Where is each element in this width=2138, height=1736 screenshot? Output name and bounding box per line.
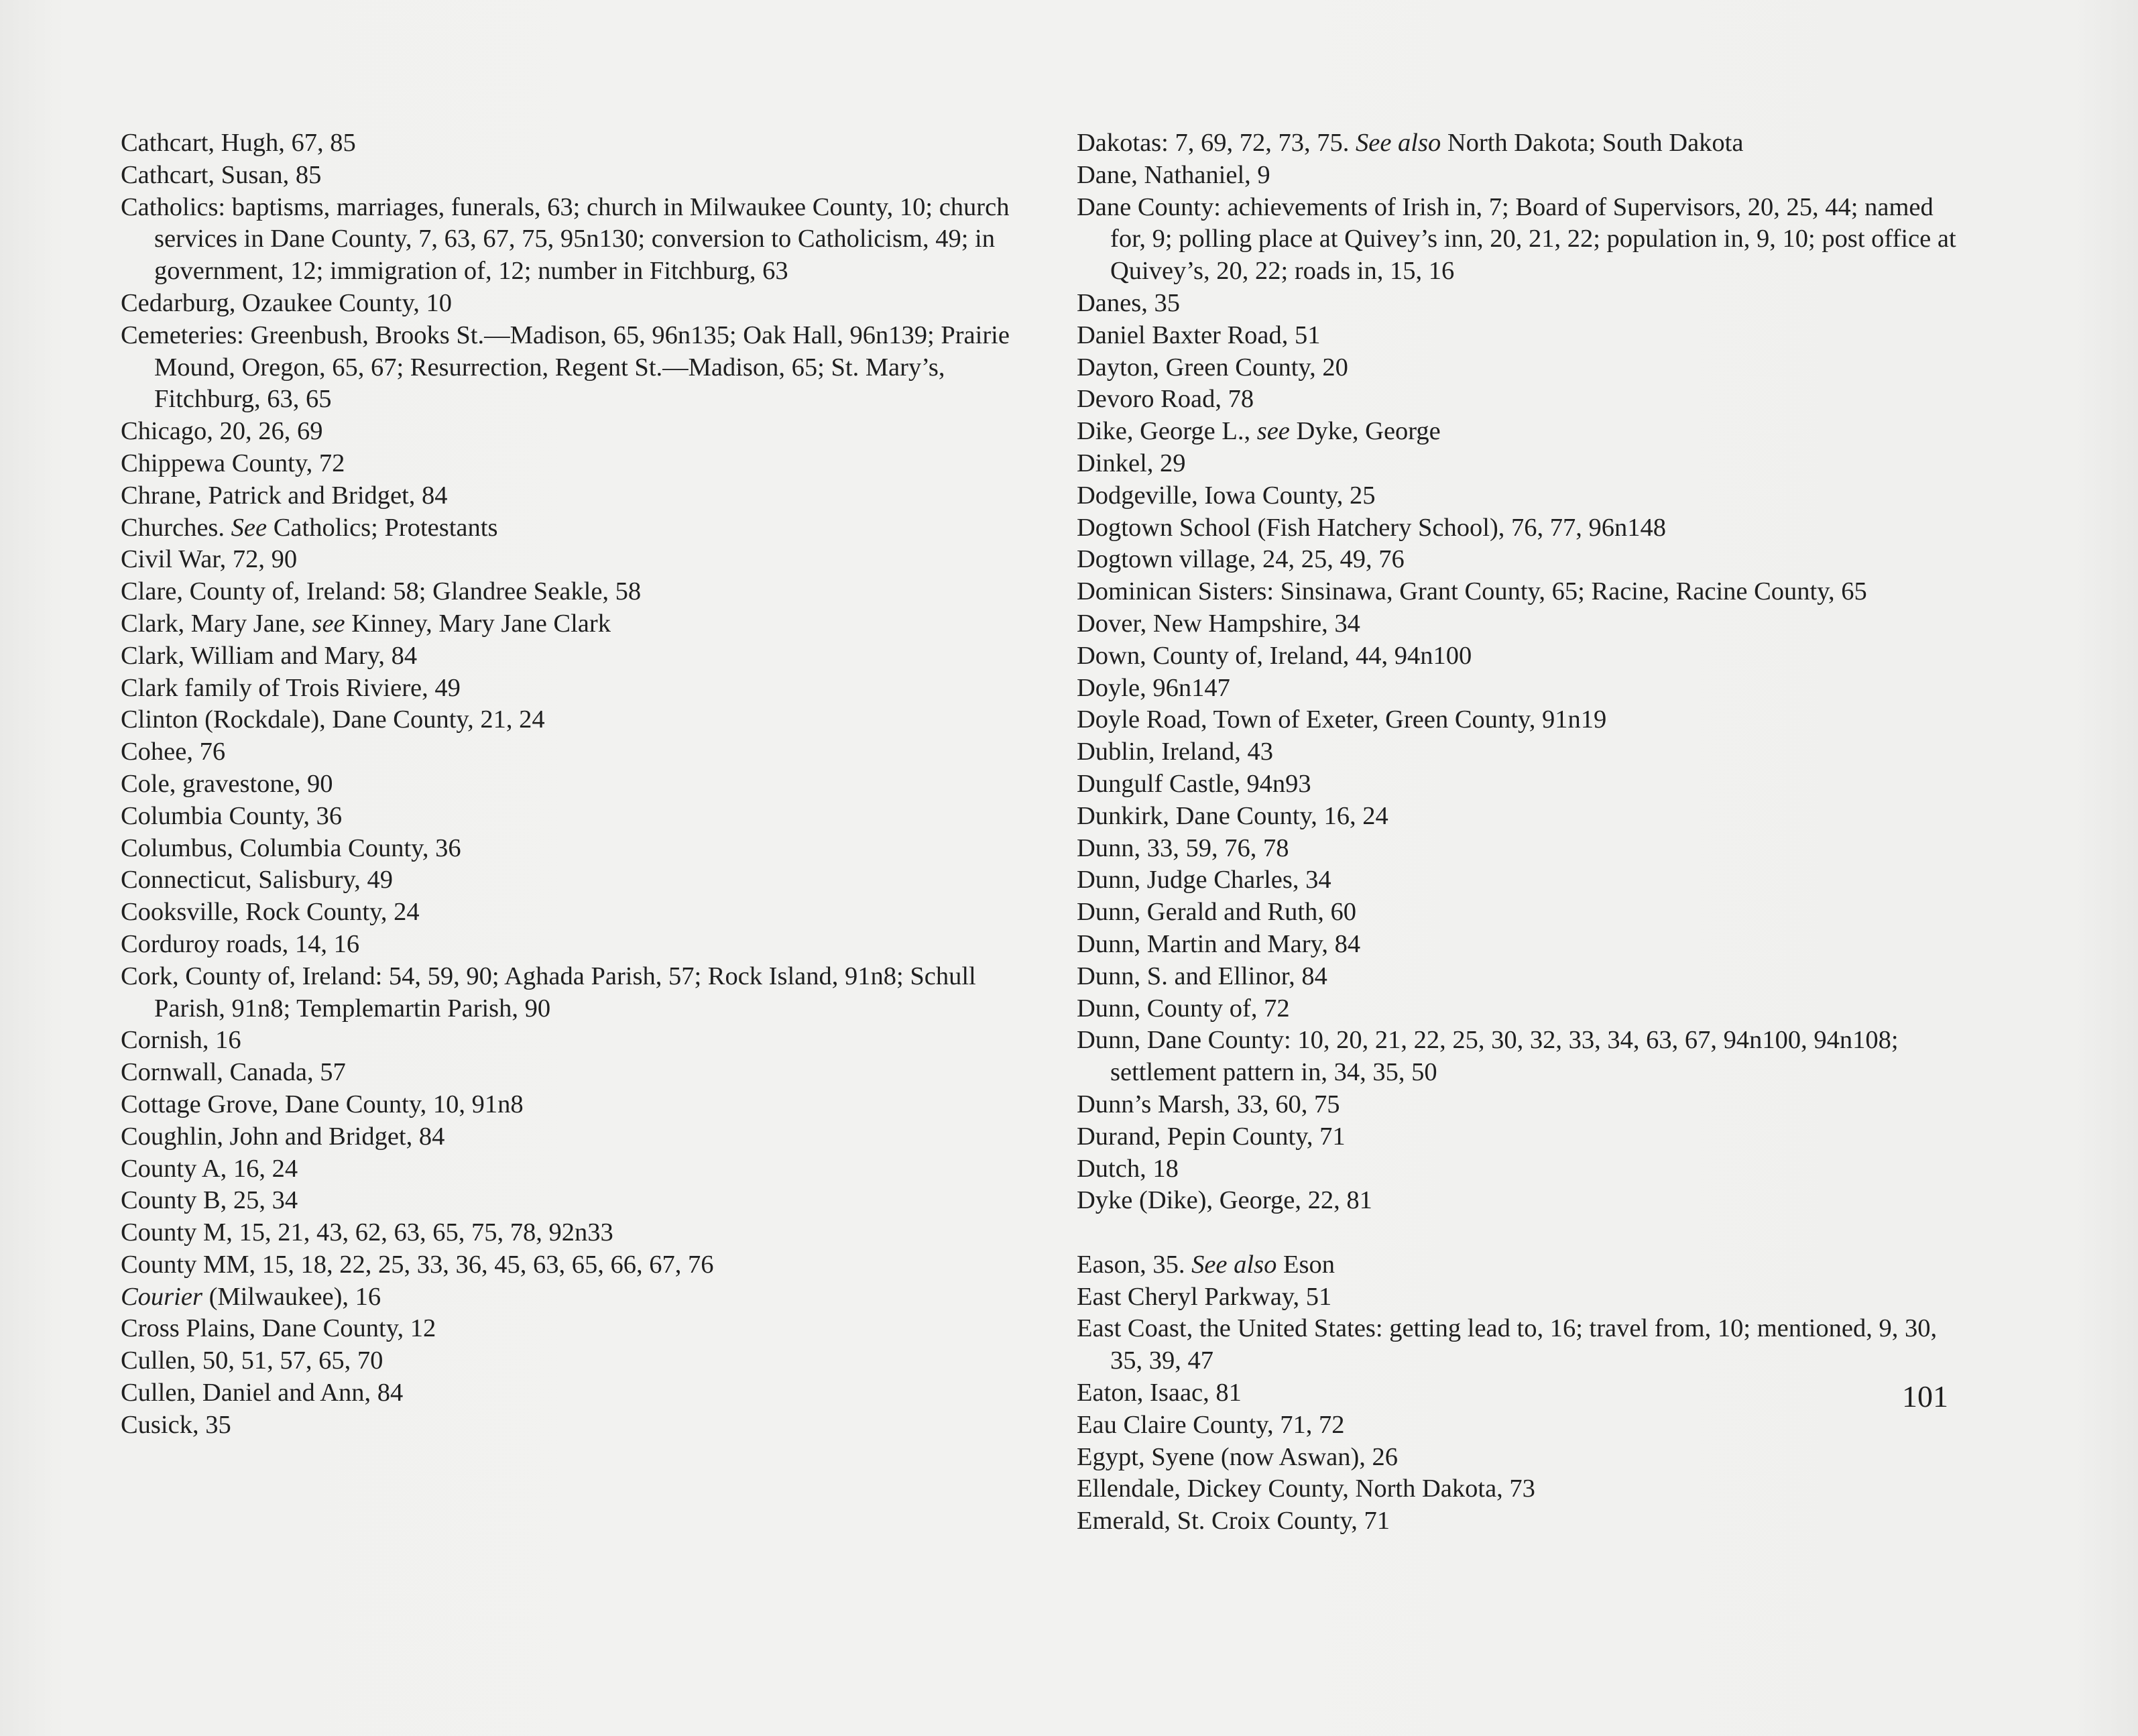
index-entry-text: Ellendale, Dickey County, North Dakota, 73 <box>1077 1474 1535 1503</box>
index-entry-text: Cottage Grove, Dane County, 10, 91n8 <box>121 1090 524 1118</box>
index-entry <box>121 480 1012 512</box>
index-entry-text: Clark, Mary Jane, <box>121 609 312 638</box>
index-entry-text: Cornish, 16 <box>121 1026 241 1055</box>
index-entry-text: Cullen, Daniel and Ann, 84 <box>121 1379 404 1407</box>
index-entry-text: Cemeteries: Greenbush, Brooks St.—Madison, 65, 96n135; Oak Hall, 96n139; Prairie Mound, Oregon, 65, 67; Resurrection, Regent St.—Madison, 65; St. Mary’s, Fitchburg, 63, 65 <box>121 321 1016 414</box>
index-entry-text: Clinton (Rockdale), Dane County, 21, 24 <box>121 705 545 734</box>
index-entry-text: Dunn, Gerald and Ruth, 60 <box>1077 898 1357 927</box>
index-entry <box>121 1313 1012 1345</box>
index-entry-text: Dunkirk, Dane County, 16, 24 <box>1077 801 1388 830</box>
index-entry <box>121 673 1012 705</box>
index-entry <box>1077 448 1975 480</box>
index-entry-text: Eson <box>1276 1250 1335 1279</box>
index-entry-text: East Coast, the United States: getting lead to, 16; travel from, 10; mentioned, 9, 30, 35, 39, 47 <box>1077 1314 1944 1375</box>
index-entry <box>1077 1505 1975 1538</box>
index-entry-text: Dunn, 33, 59, 76, 78 <box>1077 833 1289 862</box>
index-entry <box>1077 608 1975 640</box>
index-entry <box>1077 1281 1975 1314</box>
index-entry <box>1077 1377 1975 1409</box>
index-entry-text: Dyke (Dike), George, 22, 81 <box>1077 1186 1372 1215</box>
index-entry <box>1077 864 1975 896</box>
index-entry-text: Doyle, 96n147 <box>1077 673 1230 702</box>
index-entry <box>1077 1313 1975 1377</box>
index-entry <box>1077 704 1975 736</box>
index-entry <box>1077 288 1975 320</box>
index-entry-text: Dinkel, 29 <box>1077 449 1186 477</box>
index-entry <box>121 127 1012 160</box>
index-entry-text: Dike, George L., <box>1077 417 1257 446</box>
index-entry <box>1077 1089 1975 1121</box>
index-entry-text: Dogtown School (Fish Hatchery School), 76, 77, 96n148 <box>1077 513 1667 542</box>
index-entry-text: Catholics: baptisms, marriages, funerals, 63; church in Milwaukee County, 10; church services in Dane County, 7, 63, 67, 75, 95n130; conversion to Catholicism, 49; in government, 12; immigration of, 12; number in Fitchburg, 63 <box>121 192 1016 286</box>
index-entry-text: Cullen, 50, 51, 57, 65, 70 <box>121 1346 383 1375</box>
index-entry-text: Cork, County of, Ireland: 54, 59, 90; Aghada Parish, 57; Rock Island, 91n8; Schull Parish, 91n8; Templemartin Parish, 90 <box>121 962 983 1023</box>
index-entry <box>1077 929 1975 961</box>
index-entry-text: Dunn, S. and Ellinor, 84 <box>1077 962 1327 990</box>
index-entry-text: Cooksville, Rock County, 24 <box>121 898 420 927</box>
index-entry <box>121 448 1012 480</box>
index-entry-text: Coughlin, John and Bridget, 84 <box>121 1122 445 1151</box>
index-entry <box>121 160 1012 192</box>
page-number: 101 <box>1902 1379 1948 1413</box>
index-entry <box>1077 544 1975 576</box>
index-entry-text: County MM, 15, 18, 22, 25, 33, 36, 45, 63, 65, 66, 67, 76 <box>121 1250 714 1279</box>
index-entry-text: Catholics; Protestants <box>267 513 498 542</box>
index-entry-text: Cathcart, Susan, 85 <box>121 160 322 189</box>
index-entry-text: Dodgeville, Iowa County, 25 <box>1077 481 1376 510</box>
index-entry-text: Chrane, Patrick and Bridget, 84 <box>121 481 448 510</box>
index-entry-text: (Milwaukee), 16 <box>202 1282 381 1311</box>
index-entry-text: Chicago, 20, 26, 69 <box>121 417 323 446</box>
index-entry-text: Dayton, Green County, 20 <box>1077 353 1348 382</box>
index-entry <box>121 864 1012 896</box>
index-entry <box>121 1281 1012 1314</box>
index-entry <box>1077 1153 1975 1185</box>
index-entry <box>121 1089 1012 1121</box>
index-entry-text: Daniel Baxter Road, 51 <box>1077 321 1321 349</box>
index-entry <box>1077 1409 1975 1442</box>
index-entry <box>1077 1185 1975 1217</box>
index-entry-text: Eason, 35. <box>1077 1250 1192 1279</box>
index-entry-text: Eaton, Isaac, 81 <box>1077 1379 1242 1407</box>
index-entry <box>121 1057 1012 1089</box>
index-entry <box>121 416 1012 448</box>
index-entry-text: Corduroy roads, 14, 16 <box>121 929 360 958</box>
index-entry-text: Doyle Road, Town of Exeter, Green County, 91n19 <box>1077 705 1607 734</box>
index-entry-text: Dover, New Hampshire, 34 <box>1077 609 1360 638</box>
index-entry-text: Cornwall, Canada, 57 <box>121 1058 346 1087</box>
index-entry <box>121 801 1012 833</box>
index-entry-text: Clare, County of, Ireland: 58; Glandree Seakle, 58 <box>121 577 642 606</box>
index-entry-text: Dunn’s Marsh, 33, 60, 75 <box>1077 1090 1340 1118</box>
index-entry <box>1077 576 1975 608</box>
index-entry <box>121 576 1012 608</box>
index-entry <box>1077 768 1975 801</box>
index-entry <box>1077 352 1975 384</box>
index-entry-text: Dane County: achievements of Irish in, 7; Board of Supervisors, 20, 25, 44; named for, 9; polling place at Quivey’s inn, 20, 21, 22; population in, 9, 10; post office at Quivey’s, 20, 22; roads in, 15, 16 <box>1077 192 1963 286</box>
index-entry-text: Cross Plains, Dane County, 12 <box>121 1314 436 1343</box>
index-entry-text: Chippewa County, 72 <box>121 449 345 477</box>
index-entry <box>1077 192 1975 288</box>
index-entry <box>121 512 1012 544</box>
index-entry <box>121 1345 1012 1377</box>
index-entry-text: Dominican Sisters: Sinsinawa, Grant County, 65; Racine, Racine County, 65 <box>1077 577 1867 606</box>
index-entry-text: Dyke, George <box>1289 417 1441 446</box>
index-entry-text: Dakotas: 7, 69, 72, 73, 75. <box>1077 129 1356 157</box>
index-entry <box>1077 160 1975 192</box>
index-entry <box>1077 416 1975 448</box>
index-entry-italic-text: see <box>1256 417 1290 446</box>
index-entry <box>121 608 1012 640</box>
index-entry <box>121 896 1012 929</box>
index-entry <box>121 544 1012 576</box>
index-entry <box>1077 384 1975 416</box>
index-entry <box>1077 1249 1975 1281</box>
index-entry-text: County M, 15, 21, 43, 62, 63, 65, 75, 78, 92n33 <box>121 1218 613 1247</box>
index-entry-text: Columbia County, 36 <box>121 801 343 830</box>
index-entry <box>1077 1121 1975 1153</box>
index-entry <box>121 929 1012 961</box>
index-entry <box>1077 1442 1975 1474</box>
index-entry <box>121 961 1012 1025</box>
index-entry <box>1077 801 1975 833</box>
index-entry <box>1077 320 1975 352</box>
index-entry-text: Eau Claire County, 71, 72 <box>1077 1410 1345 1439</box>
index-entry-text: County A, 16, 24 <box>121 1154 298 1183</box>
index-entry <box>1077 833 1975 865</box>
index-entry-italic-text: See <box>231 513 268 542</box>
index-entry <box>1077 896 1975 929</box>
index-entry <box>121 640 1012 673</box>
index-entry-text: Cohee, 76 <box>121 738 226 766</box>
index-column-left <box>121 127 1016 1442</box>
index-entry <box>121 1185 1012 1217</box>
index-entry-text: Down, County of, Ireland, 44, 94n100 <box>1077 641 1472 670</box>
index-entry-text: Cathcart, Hugh, 67, 85 <box>121 129 356 157</box>
index-entry-text: Dublin, Ireland, 43 <box>1077 738 1273 766</box>
index-entry <box>121 1249 1012 1281</box>
index-entry <box>1077 1473 1975 1505</box>
index-entry <box>1077 640 1975 673</box>
index-entry <box>1077 673 1975 705</box>
index-entry <box>121 320 1016 416</box>
index-entry-text: East Cheryl Parkway, 51 <box>1077 1282 1332 1311</box>
index-entry-italic-text: Courier <box>121 1282 202 1311</box>
index-entry <box>121 833 1012 865</box>
index-entry-text: Cole, gravestone, 90 <box>121 769 333 798</box>
index-entry <box>1077 512 1975 544</box>
index-entry-italic-text: see <box>312 609 345 638</box>
index-entry-text: Dunn, Dane County: 10, 20, 21, 22, 25, 30, 32, 33, 34, 63, 67, 94n100, 94n108; settlement pattern in, 34, 35, 50 <box>1077 1026 1905 1087</box>
index-entry-text: North Dakota; South Dakota <box>1441 129 1744 157</box>
index-entry-text: Danes, 35 <box>1077 288 1180 317</box>
index-entry <box>1077 961 1975 993</box>
index-entry <box>121 192 1016 288</box>
section-gap <box>1077 1217 1975 1249</box>
index-entry-text: Emerald, St. Croix County, 71 <box>1077 1507 1390 1536</box>
index-entry-text: Dunn, Martin and Mary, 84 <box>1077 929 1361 958</box>
index-entry-text: Egypt, Syene (now Aswan), 26 <box>1077 1442 1399 1471</box>
index-entry-text: Clark, William and Mary, 84 <box>121 641 418 670</box>
index-entry-text: Dungulf Castle, 94n93 <box>1077 769 1311 798</box>
index-entry-italic-text: See also <box>1191 1250 1277 1279</box>
index-entry <box>121 736 1012 768</box>
index-entry <box>121 1377 1012 1409</box>
index-column-right <box>1077 127 1975 1538</box>
index-entry <box>1077 993 1975 1025</box>
index-entry-italic-text: See also <box>1355 129 1441 157</box>
index-entry <box>1077 480 1975 512</box>
index-entry-text: Churches. <box>121 513 231 542</box>
index-entry-text: Dunn, Judge Charles, 34 <box>1077 866 1331 894</box>
index-entry-text: Cusick, 35 <box>121 1410 231 1439</box>
index-entry <box>1077 127 1975 160</box>
index-entry-text: Dogtown village, 24, 25, 49, 76 <box>1077 545 1405 574</box>
index-entry-text: Clark family of Trois Riviere, 49 <box>121 673 461 702</box>
index-entry <box>121 768 1012 801</box>
index-entry-text: Dane, Nathaniel, 9 <box>1077 160 1270 189</box>
index-entry <box>121 288 1012 320</box>
index-entry <box>121 704 1012 736</box>
index-entry <box>121 1025 1012 1057</box>
index-entry-text: Dunn, County of, 72 <box>1077 994 1290 1023</box>
index-entry-text: Connecticut, Salisbury, 49 <box>121 866 393 894</box>
index-entry <box>1077 736 1975 768</box>
index-entry-text: Devoro Road, 78 <box>1077 385 1254 414</box>
index-entry-text: County B, 25, 34 <box>121 1186 298 1215</box>
index-entry-text: Cedarburg, Ozaukee County, 10 <box>121 288 452 317</box>
index-entry <box>1077 1025 1975 1089</box>
index-entry <box>121 1217 1012 1249</box>
index-entry-text: Durand, Pepin County, 71 <box>1077 1122 1346 1151</box>
index-entry-text: Columbus, Columbia County, 36 <box>121 833 461 862</box>
index-entry-text: Kinney, Mary Jane Clark <box>345 609 611 638</box>
index-entry <box>121 1153 1012 1185</box>
index-entry <box>121 1121 1012 1153</box>
index-entry <box>121 1409 1012 1442</box>
index-entry-text: Civil War, 72, 90 <box>121 545 298 574</box>
index-entry-text: Dutch, 18 <box>1077 1154 1179 1183</box>
